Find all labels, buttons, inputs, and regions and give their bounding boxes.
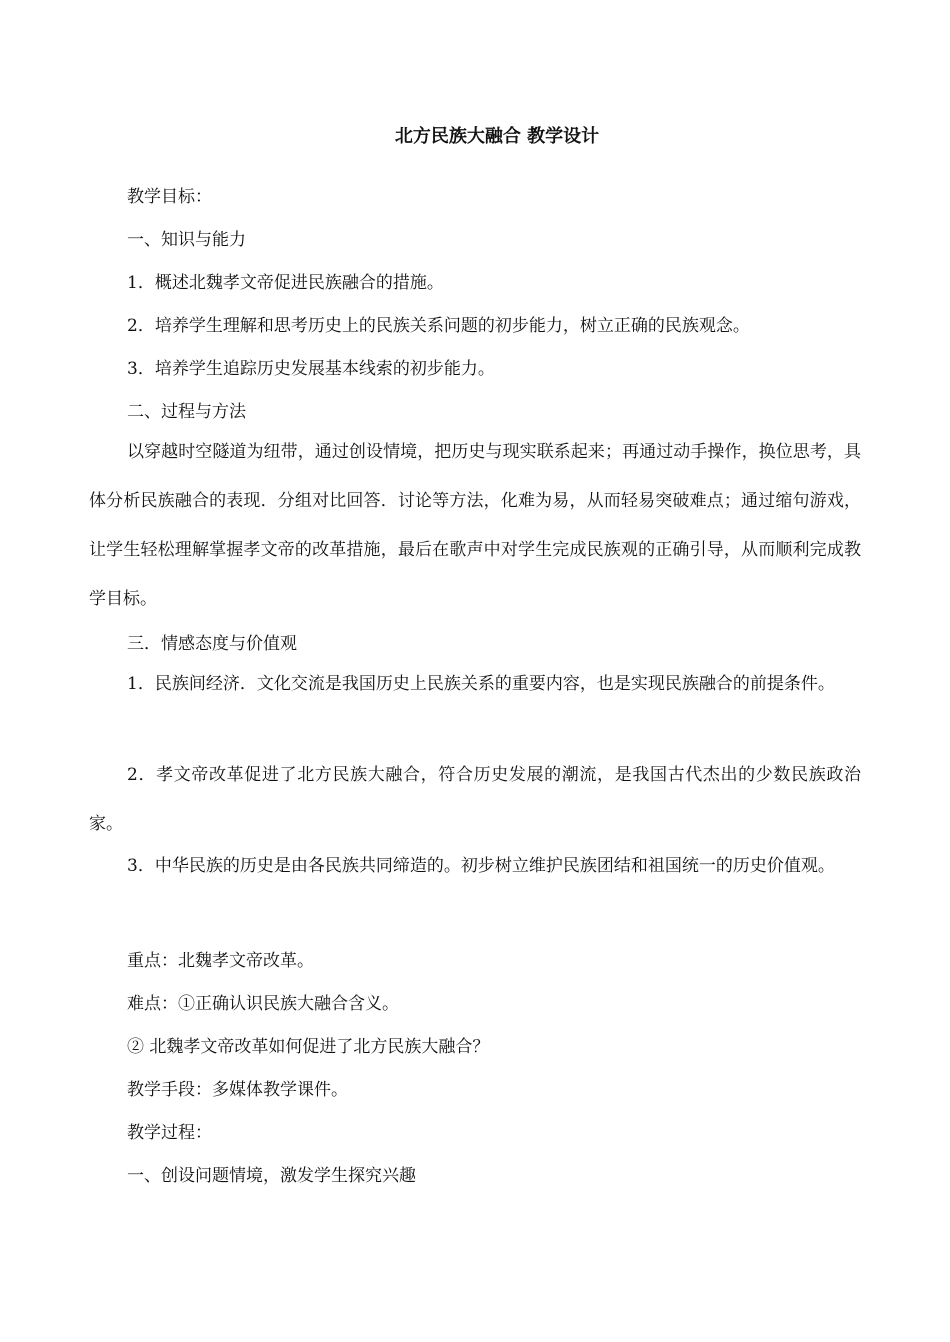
section2-heading: 二、过程与方法 bbox=[127, 402, 246, 422]
document-title: 北方民族大融合 教学设计 bbox=[394, 126, 600, 147]
process-heading: 教学过程： bbox=[127, 1123, 212, 1143]
section1-item-3: 3．培养学生追踪历史发展基本线索的初步能力。 bbox=[127, 359, 495, 379]
teaching-means: 教学手段：多媒体教学课件。 bbox=[127, 1080, 348, 1100]
section1-item-2: 2．培养学生理解和思考历史上的民族关系问题的初步能力，树立正确的民族观念。 bbox=[127, 316, 750, 336]
process-step-1: 一、创设问题情境，激发学生探究兴趣 bbox=[127, 1166, 416, 1186]
section3-item-3: 3．中华民族的历史是由各民族共同缔造的。初步树立维护民族团结和祖国统一的历史价值观。 bbox=[127, 856, 835, 876]
section3-item-1: 1．民族间经济．文化交流是我国历史上民族关系的重要内容，也是实现民族融合的前提条件。 bbox=[127, 674, 835, 694]
difficulty-1: 难点：①正确认识民族大融合含义。 bbox=[127, 994, 399, 1014]
difficulty-2: ② 北魏孝文帝改革如何促进了北方民族大融合？ bbox=[127, 1037, 490, 1057]
section2-paragraph: 以穿越时空隧道为纽带，通过创设情境，把历史与现实联系起来；再通过动手操作，换位思考，具体分析民族融合的表现．分组对比回答．讨论等方法，化难为易，从而轻易突破难点；通过缩句游戏，让学生轻松理解掌握孝文帝的改革措施，最后在歌声中对学生完成民族观的正确引导，从而顺利完成教学目标。 bbox=[89, 442, 861, 609]
key-point: 重点：北魏孝文帝改革。 bbox=[127, 951, 314, 971]
objectives-heading: 教学目标： bbox=[127, 187, 212, 207]
section1-item-1: 1．概述北魏孝文帝促进民族融合的措施。 bbox=[127, 273, 444, 293]
section3-item-2: 2．孝文帝改革促进了北方民族大融合，符合历史发展的潮流，是我国古代杰出的少数民族政治家。 bbox=[89, 765, 861, 834]
section1-heading: 一、知识与能力 bbox=[127, 230, 246, 250]
section3-heading: 三．情感态度与价值观 bbox=[127, 634, 297, 654]
